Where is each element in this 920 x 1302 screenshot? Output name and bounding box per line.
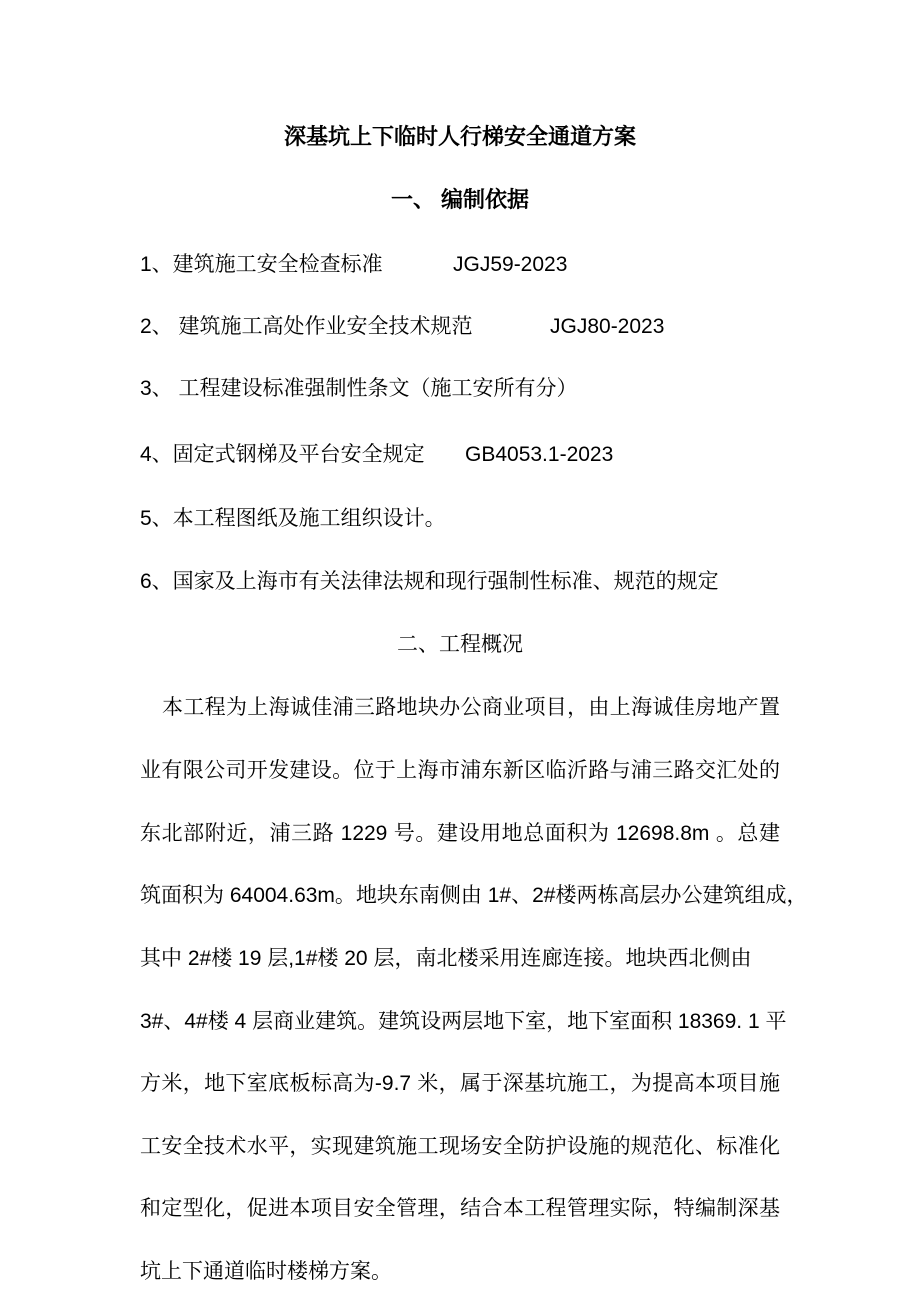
list-item: [140, 505, 446, 533]
paragraph-line: 东北部附近，浦三路 1229 号。建设用地总面积为 12698.8m 。总建: [140, 822, 780, 845]
list-item: [140, 375, 578, 403]
list-item: [140, 251, 568, 279]
list-item: [140, 441, 614, 469]
standard-code: JGJ80-2023: [550, 315, 665, 338]
paragraph-line: 业有限公司开发建设。位于上海市浦东新区临沂路与浦三路交汇处的: [140, 759, 780, 782]
list-item: [140, 313, 665, 341]
list-item-text: 4、固定式钢梯及平台安全规定: [140, 443, 425, 466]
standard-code: JGJ59-2023: [453, 253, 568, 276]
paragraph-line: 3#、4#楼 4 层商业建筑。建筑设两层地下室，地下室面积 18369. 1 平: [140, 1010, 787, 1033]
paragraph-line: 筑面积为 64004.63m。地块东南侧由 1#、2#楼两栋高层办公建筑组成，: [140, 884, 808, 907]
paragraph-line: 方米，地下室底板标高为-9.7 米，属于深基坑施工，为提高本项目施: [140, 1072, 780, 1095]
list-item-text: 1、建筑施工安全检查标准: [140, 253, 383, 276]
list-item-text: 5、本工程图纸及施工组织设计。: [140, 507, 446, 530]
paragraph-line: 坑上下通道临时楼梯方案。: [140, 1260, 392, 1283]
list-item-text: 2、 建筑施工高处作业安全技术规范: [140, 315, 473, 338]
list-item-text: 6、国家及上海市有关法律法规和现行强制性标准、规范的规定: [140, 570, 719, 593]
document-title: 深基坑上下临时人行梯安全通道方案: [283, 124, 636, 149]
paragraph-line: 工安全技术水平，实现建筑施工现场安全防护设施的规范化、标准化: [140, 1135, 780, 1158]
paragraph-line: 本工程为上海诚佳浦三路地块办公商业项目，由上海诚佳房地产置: [162, 696, 780, 719]
paragraph-line: 和定型化，促进本项目安全管理，结合本工程管理实际，特编制深基: [140, 1197, 780, 1220]
list-item-text: 3、 工程建设标准强制性条文（施工安所有分）: [140, 377, 578, 400]
paragraph-line: 其中 2#楼 19 层,1#楼 20 层，南北楼采用连廊连接。地块西北侧由: [140, 947, 752, 970]
section-heading-overview: 二、工程概况: [397, 633, 523, 656]
standard-code: GB4053.1-2023: [465, 443, 614, 466]
section-heading-basis: 一、 编制依据: [390, 187, 530, 212]
list-item: [140, 568, 719, 596]
